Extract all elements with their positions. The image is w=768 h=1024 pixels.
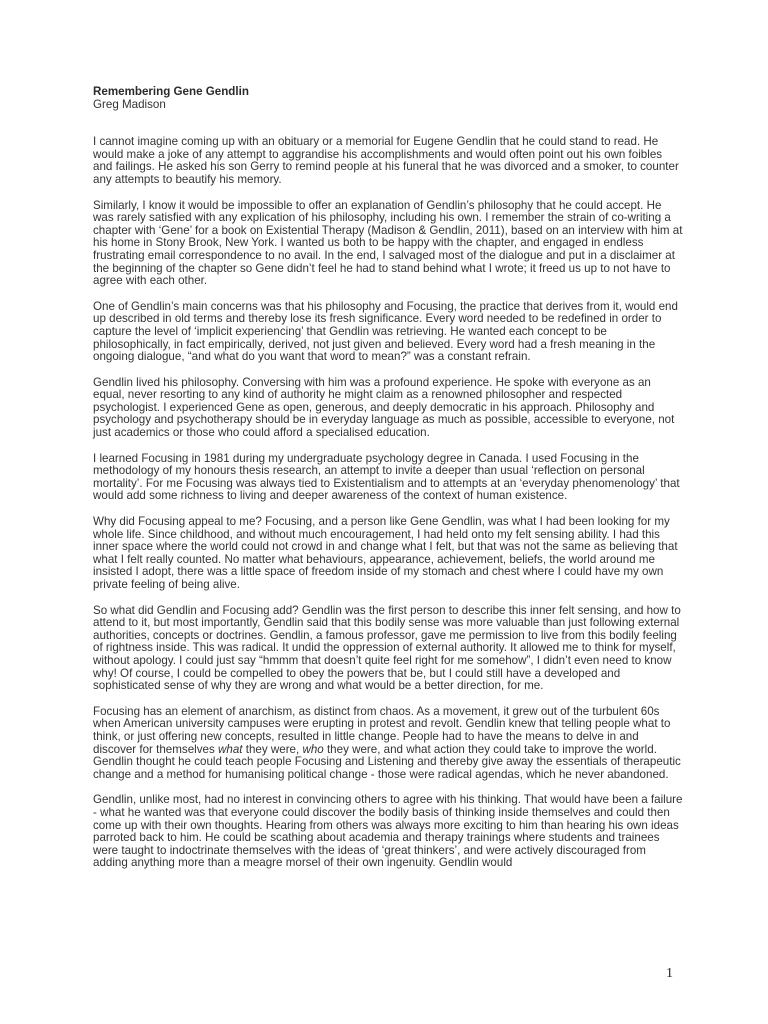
paragraph-text: they were, and what action they could take to improve the world. Gendlin thought he could teach people Focusing and Listening and thereby give away the essentials of therapeutic change and a method for humanising political change - those were radical agendas, which he never abandoned. [93,742,681,781]
body-paragraph [93,200,683,288]
paragraph-list [93,136,683,870]
paragraph-text: I learned Focusing in 1981 during my undergraduate psychology degree in Canada. I used Focusing in the methodology of my honours thesis research, an attempt to invite a deeper than usual ‘reflection on personal mortality’. For me Focusing was always tied to Existentialism and to attempts at an ‘everyday phenomenology’ that would add some richness to living and deeper awareness of the context of human existence. [93,451,680,503]
italic-text: who [302,742,324,756]
page-number: 1 [666,966,673,981]
paragraph-text: Why did Focusing appeal to me? Focusing, and a person like Gene Gendlin, was what I had been looking for my whole life. Since childhood, and without much encouragement, I had held onto my felt sensing ability. I had this inner space where the world could not crowd in and change what I felt, but that was not the same as believing that what I felt really counted. No matter what behaviours, appearance, achievement, beliefs, the world around me insisted I adopt, there was a little space of freedom inside of my stomach and chest where I could have my own private feeling of being alive. [93,515,678,591]
paragraph-text: Gendlin, unlike most, had no interest in convincing others to agree with his thinking. That would have been a failure - what he wanted was that everyone could discover the bodily basis of thinking inside themselves and could then come up with their own thoughts. Hearing from others was always more exciting to him than hearing his own ideas parroted back to him. He could be scathing about academia and therapy trainings where students and trainees were taught to indoctrinate themselves with the ideas of ‘great thinkers’, and were actively discouraged from adding anything more than a meagre morsel of their own ingenuity. Gendlin would [93,793,683,870]
paragraph-text: Gendlin lived his philosophy. Conversing with him was a profound experience. He spoke with everyone as an equal, never resorting to any kind of authority he might claim as a renowned philosopher and respected psychologist. I experienced Gene as open, generous, and deeply democratic in his approach. Philosophy and psychology and psychotherapy should be in everyday language as much as possible, accessible to everyone, not just academics or those who could afford a specialised education. [93,375,675,440]
document-author: Greg Madison [93,97,166,111]
document-body [93,86,683,883]
italic-text: what [218,742,243,756]
paragraph-text: Similarly, I know it would be impossible to offer an explanation of Gendlin’s philosophy that he could accept. He was rarely satisfied with any explication of his philosophy, including his own. I remember the strain of co-writing a chapter with ‘Gene’ for a book on Existential Therapy (Madison & Gendlin, 2011), based on an interview with him at his home in Stony Brook, New York. I wanted us both to be happy with the chapter, and engaged in endless frustrating email correspondence to no avail. In the end, I salvaged most of the dialogue and put in a disclaimer at the beginning of the chapter so Gene didn’t feel he had to stand behind what I wrote; it freed us up to not have to agree with each other. [93,198,683,288]
paragraph-text: One of Gendlin’s main concerns was that his philosophy and Focusing, the practice that derives from it, would end up described in old terms and thereby lose its fresh significance. Every word needed to be redefined in order to capture the level of ‘implicit experiencing’ that Gendlin was retrieving. He wanted each concept to be philosophically, in fact empirically, derived, not just given and believed. Every word had a fresh meaning in the ongoing dialogue, “and what do you want that word to mean?” was a constant refrain. [93,299,678,364]
body-paragraph [93,706,683,782]
paragraph-text: Focusing has an element of anarchism, as distinct from chaos. As a movement, it grew out of the turbulent 60s when American university campuses were erupting in protest and revolt. Gendlin knew that telling people what to think, or just offering new concepts, resulted in little change. People had to have the means to delve in and discover for themselves [93,704,671,756]
body-paragraph [93,301,683,364]
paragraph-text: So what did Gendlin and Focusing add? Gendlin was the first person to describe this inner felt sensing, and how to attend to it, but most importantly, Gendlin said that this bodily sense was more valuable than just following external authorities, concepts or doctrines. Gendlin, a famous professor, gave me permission to live from this bodily feeling of rightness inside. This was radical. It undid the oppression of external authority. It allowed me to think for myself, without apology. I could just say “hmmm that doesn’t quite feel right for me somehow”, I didn’t even need to know why! Of course, I could be compelled to obey the powers that be, but I could still have a developed and sophisticated sense of why they are wrong and what would be a better direction, for me. [93,603,681,693]
document-title: Remembering Gene Gendlin [93,85,249,98]
body-paragraph [93,136,683,186]
body-paragraph [93,453,683,503]
body-paragraph [93,377,683,440]
paragraph-text: I cannot imagine coming up with an obituary or a memorial for Eugene Gendlin that he could stand to read. He would make a joke of any attempt to aggrandise his accomplishments and would often point out his own foibles and failings. He asked his son Gerry to remind people at his funeral that he was divorced and a smoker, to counter any attempts to beautify his memory. [93,135,679,186]
body-paragraph [93,516,683,592]
paragraph-text: they were, [242,742,303,756]
body-paragraph [93,605,683,693]
body-paragraph [93,794,683,870]
